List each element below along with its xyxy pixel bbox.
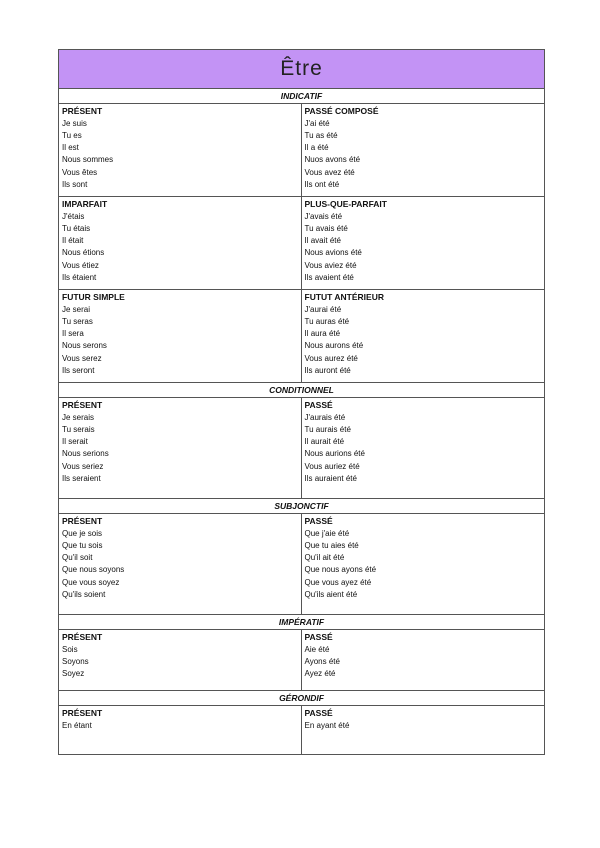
conjugation-line: Tu auras été	[304, 316, 350, 326]
tense-cell-left	[59, 706, 302, 754]
tense-name: PASSÉ	[304, 632, 333, 642]
conjugation-line: Que nous soyons	[62, 565, 125, 575]
tense-row	[59, 290, 544, 383]
conjugation-line: Je suis	[62, 118, 87, 128]
tense-name: PLUS-QUE-PARFAIT	[304, 199, 387, 209]
tense-name: PASSÉ	[304, 516, 333, 526]
conjugation-line: Que vous ayez été	[304, 577, 372, 587]
conjugation-line: Je serai	[62, 304, 91, 314]
conjugation-line: Que j'aie été	[304, 528, 350, 538]
conjugation-line: Tu es	[62, 130, 82, 140]
conjugation-line: Vous avez été	[304, 167, 355, 177]
conjugation-line: Vous aurez été	[304, 353, 358, 363]
conjugation-line: Ayez été	[304, 669, 336, 679]
conjugation-line: Ils seront	[62, 365, 95, 375]
mood-header: SUBJONCTIF	[59, 499, 544, 514]
conjugation-line: Nous aurions été	[304, 449, 365, 459]
tense-cell-left	[59, 630, 302, 690]
tense-name: IMPARFAIT	[62, 199, 108, 209]
tense-cell-left	[59, 514, 302, 614]
conjugation-line: Je serais	[62, 412, 95, 422]
tense-name: FUTUR SIMPLE	[62, 292, 125, 302]
conjugation-line: Que vous soyez	[62, 577, 120, 587]
conjugation-line: Ils ont été	[304, 179, 340, 189]
conjugation-line: Tu avais été	[304, 223, 348, 233]
tense-name: PRÉSENT	[62, 632, 103, 642]
conjugation-line: Qu'ils aient été	[304, 589, 358, 599]
conjugation-line: Tu seras	[62, 316, 93, 326]
mood-header: IMPÉRATIF	[59, 615, 544, 630]
conjugation-line: Ayons été	[304, 656, 340, 666]
conjugation-line: Tu aurais été	[304, 424, 351, 434]
conjugation-line: Il avait été	[304, 236, 341, 246]
tense-name: PRÉSENT	[62, 708, 103, 718]
mood-header: INDICATIF	[59, 89, 544, 104]
tense-row	[59, 630, 544, 691]
tense-cell-right	[302, 706, 545, 754]
conjugation-line: Tu as été	[304, 130, 338, 140]
conjugation-line: En ayant été	[304, 720, 350, 730]
conjugation-line: Que nous ayons été	[304, 565, 377, 575]
conjugation-line: Vous étiez	[62, 260, 99, 270]
mood-header: GÉRONDIF	[59, 691, 544, 706]
conjugation-line: Soyons	[62, 656, 89, 666]
conjugation-line: Tu étais	[62, 223, 91, 233]
tense-cell-left	[59, 104, 302, 196]
tense-row	[59, 398, 544, 499]
conjugation-line: Nous aurons été	[304, 341, 364, 351]
conjugation-line: Aie été	[304, 644, 330, 654]
conjugation-line: Tu serais	[62, 424, 95, 434]
conjugation-line: Sois	[62, 644, 78, 654]
verb-title: Être	[59, 50, 544, 89]
conjugation-line: Il est	[62, 143, 79, 153]
tense-cell-right	[302, 630, 545, 690]
conjugation-line: J'avais été	[304, 211, 343, 221]
conjugation-line: Vous aviez été	[304, 260, 357, 270]
conjugation-line: Ils avaient été	[304, 272, 354, 282]
tense-cell-right	[302, 104, 545, 196]
tense-name: PASSÉ	[304, 400, 333, 410]
conjugation-line: Qu'il ait été	[304, 553, 345, 563]
conjugation-line: Nous serons	[62, 341, 107, 351]
tense-name: PRÉSENT	[62, 400, 103, 410]
tense-cell-right	[302, 398, 545, 498]
conjugation-line: Vous êtes	[62, 167, 98, 177]
conjugation-line: Que tu sois	[62, 540, 103, 550]
mood-sections	[59, 89, 544, 754]
conjugation-table	[58, 49, 545, 755]
conjugation-line: Qu'il soit	[62, 553, 93, 563]
conjugation-line: Il a été	[304, 143, 329, 153]
conjugation-line: Il aurait été	[304, 437, 345, 447]
conjugation-line: Que je sois	[62, 528, 103, 538]
tense-cell-right	[302, 197, 545, 289]
tense-cell-left	[59, 290, 302, 382]
conjugation-line: J'aurais été	[304, 412, 346, 422]
conjugation-line: J'ai été	[304, 118, 330, 128]
conjugation-line: Nous avions été	[304, 248, 362, 258]
tense-name: PRÉSENT	[62, 106, 103, 116]
conjugation-line: Vous auriez été	[304, 461, 360, 471]
tense-row	[59, 706, 544, 754]
conjugation-line: Ils auront été	[304, 365, 351, 375]
conjugation-line: Ils auraient été	[304, 473, 357, 483]
conjugation-line: Il était	[62, 236, 84, 246]
tense-name: PASSÉ	[304, 708, 333, 718]
tense-cell-left	[59, 197, 302, 289]
tense-cell-left	[59, 398, 302, 498]
conjugation-line: Que tu aies été	[304, 540, 359, 550]
conjugation-line: Qu'ils soient	[62, 589, 106, 599]
mood-header: CONDITIONNEL	[59, 383, 544, 398]
tense-row	[59, 514, 544, 615]
conjugation-line: Nuos avons été	[304, 155, 361, 165]
tense-name: FUTUT ANTÉRIEUR	[304, 292, 384, 302]
conjugation-line: Il serait	[62, 437, 88, 447]
conjugation-line: Ils seraient	[62, 473, 101, 483]
conjugation-line: Vous serez	[62, 353, 102, 363]
conjugation-line: Nous sommes	[62, 155, 114, 165]
tense-name: PASSÉ COMPOSÉ	[304, 106, 379, 116]
conjugation-line: Nous serions	[62, 449, 109, 459]
conjugation-line: J'étais	[62, 211, 85, 221]
tense-row	[59, 197, 544, 290]
conjugation-line: Ils sont	[62, 179, 88, 189]
tense-row	[59, 104, 544, 197]
conjugation-line: En étant	[62, 720, 92, 730]
tense-cell-right	[302, 290, 545, 382]
conjugation-line: Soyez	[62, 669, 85, 679]
tense-name: PRÉSENT	[62, 516, 103, 526]
conjugation-line: J'aurai été	[304, 304, 342, 314]
conjugation-line: Il aura été	[304, 329, 341, 339]
tense-cell-right	[302, 514, 545, 614]
conjugation-line: Il sera	[62, 329, 84, 339]
conjugation-line: Nous étions	[62, 248, 105, 258]
conjugation-line: Vous seriez	[62, 461, 104, 471]
conjugation-line: Ils étaient	[62, 272, 97, 282]
